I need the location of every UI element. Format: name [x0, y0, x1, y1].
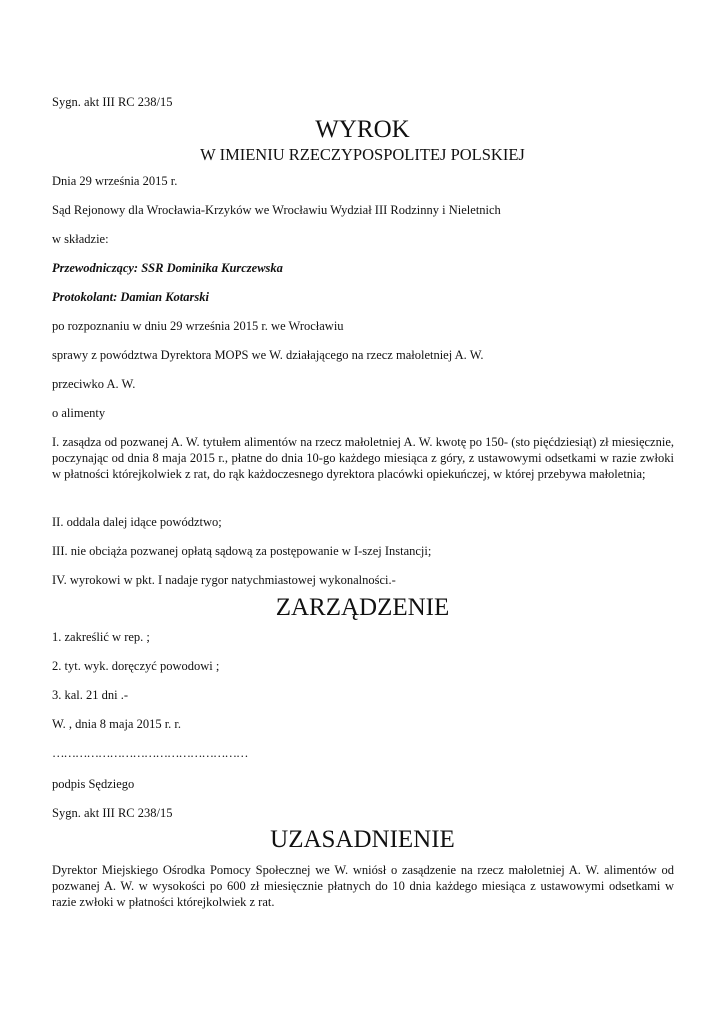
case-signature-bottom: Sygn. akt III RC 238/15	[52, 806, 173, 820]
court-name: Sąd Rejonowy dla Wrocławia-Krzyków we Wrocławiu Wydział III Rodzinny i Nieletnich	[52, 203, 501, 217]
justification-paragraph: Dyrektor Miejskiego Ośrodka Pomocy Społecznej we W. wniósł o zasądzenie na rzecz małoletniej A. W. alimentów od pozwanej A. W. w wysokości po 600 zł miesięcznie płatnych do 10 dnia każdego miesiąca z ustawowymi odsetkami w razie zwłoki w płatności którejkolwiek z rat.	[52, 863, 674, 909]
judgment-date: Dnia 29 września 2015 r.	[52, 174, 178, 188]
judge-signature-label: podpis Sędziego	[52, 777, 135, 791]
order-place-date: W. , dnia 8 maja 2015 r. r.	[52, 717, 182, 731]
order-item-2: 2. tyt. wyk. doręczyć powodowi ;	[52, 659, 220, 673]
order-item-1: 1. zakreślić w rep. ;	[52, 630, 150, 644]
judgment-point-3: III. nie obciąża pozwanej opłatą sądową za postępowanie w I-szej Instancji;	[52, 544, 432, 558]
hearing-info: po rozpoznaniu w dniu 29 września 2015 r. we Wrocławiu	[52, 319, 344, 333]
case-signature-top: Sygn. akt III RC 238/15	[52, 95, 173, 109]
order-item-3: 3. kal. 21 dni .-	[52, 688, 129, 702]
justification-title: UZASADNIENIE	[270, 826, 455, 853]
judgment-point-2: II. oddala dalej idące powództwo;	[52, 515, 222, 529]
defendant: przeciwko A. W.	[52, 377, 136, 391]
composition-label: w składzie:	[52, 232, 109, 246]
judgment-subtitle: W IMIENIU RZECZYPOSPOLITEJ POLSKIEJ	[200, 145, 525, 164]
case-description: sprawy z powództwa Dyrektora MOPS we W. działającego na rzecz małoletniej A. W.	[52, 348, 484, 362]
judgment-title: WYROK	[315, 116, 410, 143]
signature-dots: ……………………………………………	[52, 746, 248, 760]
court-clerk: Protokolant: Damian Kotarski	[52, 290, 209, 304]
judgment-point-4: IV. wyrokowi w pkt. I nadaje rygor natychmiastowej wykonalności.-	[52, 573, 396, 587]
judgment-point-1: I. zasądza od pozwanej A. W. tytułem alimentów na rzecz małoletniej A. W. kwotę po 150- (sto pięćdziesiąt) zł miesięcznie, poczynając od dnia 8 maja 2015 r., płatne do dnia 10-go każdego miesiąca z góry, z ustawowymi odsetkami w razie zwłoki w płatności którejkolwiek z rat, do rąk każdoczesnego dyrektora placówki opiekuńczej, w której przebywa małoletnia;	[52, 435, 674, 481]
order-title: ZARZĄDZENIE	[275, 594, 450, 621]
case-subject: o alimenty	[52, 406, 106, 420]
presiding-judge: Przewodniczący: SSR Dominika Kurczewska	[52, 261, 283, 275]
